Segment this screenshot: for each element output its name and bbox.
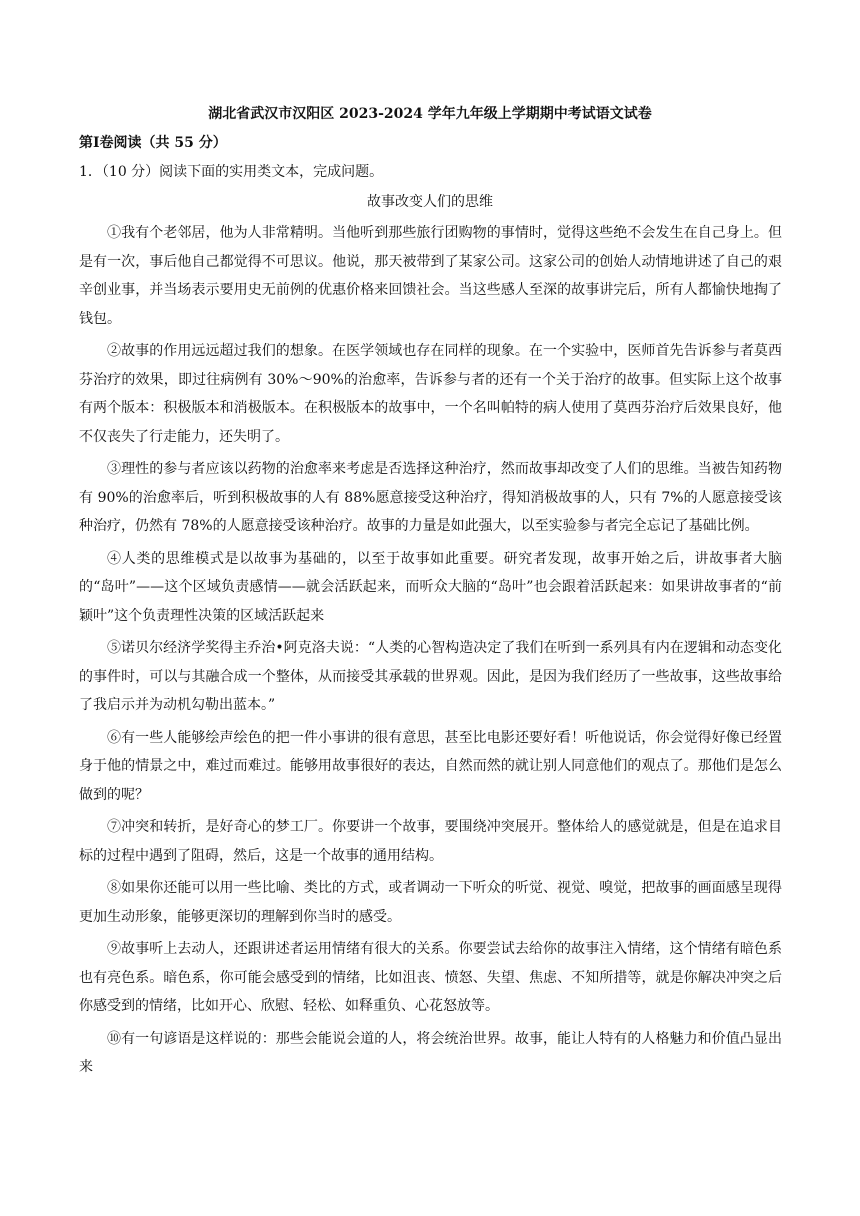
question-prompt: 1．（10 分）阅读下面的实用类文本，完成问题。 xyxy=(79,164,384,180)
section-heading: 第Ⅰ卷阅读（共 55 分） xyxy=(79,135,227,151)
exam-title: 湖北省武汉市汉阳区 2023-2024 学年九年级上学期期中考试语文试卷 xyxy=(208,106,652,122)
paragraph-10: ⑩有一句谚语是这样说的：那些会能说会道的人，将会统治世界。故事，能让人特有的人格魅力和价值凸显出来 xyxy=(79,1030,782,1075)
paragraph-6: ⑥有一些人能够绘声绘色的把一件小事讲的很有意思，甚至比电影还要好看！听他说话，你会觉得好像已经置身于他的情景之中，难过而难过。能够用故事很好的表达，自然而然的就让别人同意他们的观点了。那他们是怎么做到的呢？ xyxy=(79,729,782,803)
paragraph-4: ④人类的思维模式是以故事为基础的，以至于故事如此重要。研究者发现，故事开始之后，讲故事者大脑的“岛叶”——这个区域负责感情——就会活跃起来，而听众大脑的“岛叶”也会跟着活跃起来：如果讲故事者的“前颖叶”这个负责理性决策的区域活跃起来 xyxy=(79,550,782,624)
paragraph-2: ②故事的作用远远超过我们的想象。在医学领域也存在同样的现象。在一个实验中，医师首先告诉参与者莫西芬治疗的效果，即过往病例有 30%～90%的治愈率，告诉参与者的还有一个关于治疗的故事。但实际上这个故事有两个版本：积极版本和消极版本。在积极版本的故事中，一个名叫帕特的病人使用了莫西芬治疗后效果良好，他不仅丧失了行走能力，还失明了。 xyxy=(79,343,782,445)
paragraph-7: ⑦冲突和转折，是好奇心的梦工厂。你要讲一个故事，要围绕冲突展开。整体给人的感觉就是，但是在追求目标的过程中遇到了阻碍，然后，这是一个故事的通用结构。 xyxy=(79,819,782,864)
paragraph-1: ①我有个老邻居，他为人非常精明。当他听到那些旅行团购物的事情时，觉得这些绝不会发生在自己身上。但是有一次，事后他自己都觉得不可思议。他说，那天被带到了某家公司。这家公司的创始人动情地讲述了自己的艰辛创业事，并当场表示要用史无前例的优惠价格来回馈社会。当这些感人至深的故事讲完后，所有人都愉快地掏了钱包。 xyxy=(79,225,782,327)
paragraph-5: ⑤诺贝尔经济学奖得主乔治•阿克洛夫说：“人类的心智构造决定了我们在听到一系列具有内在逻辑和动态变化的事件时，可以与其融合成一个整体，从而接受其承载的世界观。因此，是因为我们经历了一些故事，这些故事给了我启示并为动机勾勒出蓝本。” xyxy=(79,640,782,713)
article-title: 故事改变人们的思维 xyxy=(367,194,493,210)
article-body xyxy=(79,219,782,1086)
paragraph-8: ⑧如果你还能可以用一些比喻、类比的方式，或者调动一下听众的听觉、视觉、嗅觉，把故事的画面感呈现得更加生动形象，能够更深切的理解到你当时的感受。 xyxy=(79,880,782,925)
paragraph-9: ⑨故事听上去动人，还跟讲述者运用情绪有很大的关系。你要尝试去给你的故事注入情绪，这个情绪有暗色系也有亮色系。暗色系，你可能会感受到的情绪，比如沮丧、愤怒、失望、焦虑、不知所措等，就是你解决冲突之后你感受到的情绪，比如开心、欣慰、轻松、如释重负、心花怒放等。 xyxy=(79,941,782,1014)
paragraph-3: ③理性的参与者应该以药物的治愈率来考虑是否选择这种治疗，然而故事却改变了人们的思维。当被告知药物有 90%的治愈率后，听到积极故事的人有 88%愿意接受这种治疗，得知消极故事的人，只有 7%的人愿意接受该种治疗，仍然有 78%的人愿意接受该种治疗。故事的力量是如此强大，以至实验参与者完全忘记了基础比例。 xyxy=(79,461,782,534)
